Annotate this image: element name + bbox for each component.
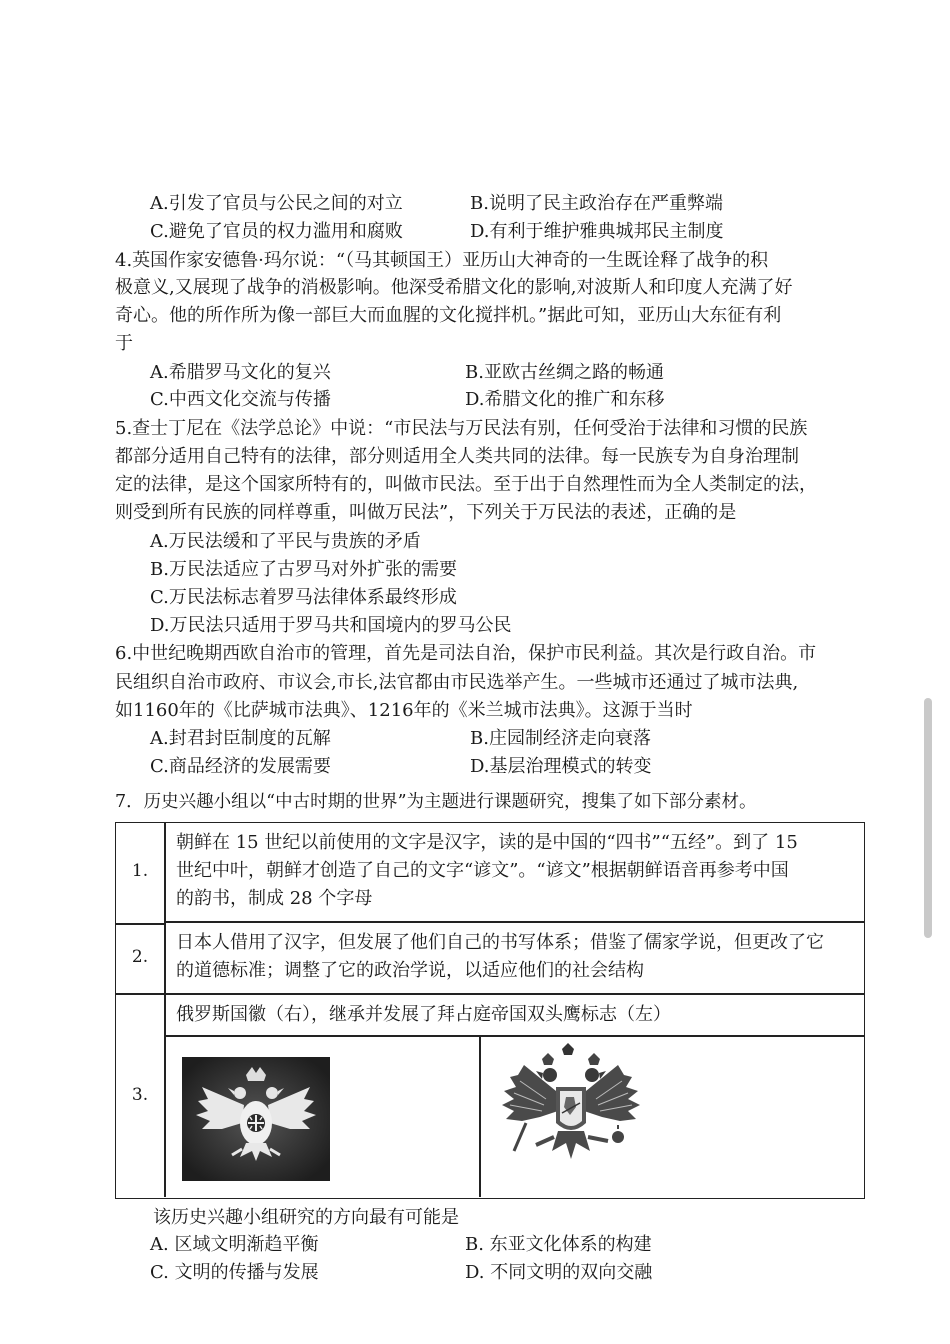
row-2-text-line: 日本人借用了汉字，但发展了他们自己的书写体系；借鉴了儒家学说，但更改了它 (176, 932, 824, 953)
q7-choice-c[interactable]: C. 文明的传播与发展 (150, 1262, 319, 1283)
q4-choice-b[interactable]: B.亚欧古丝绸之路的畅通 (465, 362, 664, 383)
q5-choice-b[interactable]: B.万民法适应了古罗马对外扩张的需要 (150, 559, 457, 580)
q6-stem-line: 民组织自治市政府、市议会,市长,法官都由市民选举产生。一些城市还通过了城市法典, (115, 672, 799, 693)
q5-choice-c[interactable]: C.万民法标志着罗马法律体系最终形成 (150, 587, 457, 608)
q5-stem-line: 定的法律，是这个国家所特有的，叫做市民法。至于出于自然理性而为全人类制定的法， (115, 474, 817, 495)
q6-stem-line: 6.中世纪晚期西欧自治市的管理，首先是司法自治，保护市民利益。其次是行政自治。市 (115, 643, 817, 664)
q6-choice-b[interactable]: B.庄园制经济走向衰落 (470, 728, 651, 749)
q3-choice-c[interactable]: C.避免了官员的权力滥用和腐败 (150, 221, 403, 242)
q6-stem-line: 如1160年的《比萨城市法典》、1216年的《米兰城市法典》。这源于当时 (115, 700, 693, 721)
q5-choice-a[interactable]: A.万民法缓和了平民与贵族的矛盾 (150, 531, 421, 552)
q7-choice-a[interactable]: A. 区域文明渐趋平衡 (150, 1234, 319, 1255)
q4-choice-a[interactable]: A.希腊罗马文化的复兴 (150, 362, 331, 383)
row-number: 1. (131, 861, 149, 881)
q3-choice-a[interactable]: A.引发了官员与公民之间的对立 (150, 193, 403, 214)
q4-stem-line: 极意义,又展现了战争的消极影响。他深受希腊文化的影响,对波斯人和印度人充满了好 (115, 277, 793, 298)
row-1-text-line: 世纪中叶，朝鲜才创造了自己的文字“谚文”。“谚文”根据朝鲜语音再参考中国 (176, 860, 789, 881)
q6-choice-d[interactable]: D.基层治理模式的转变 (470, 756, 652, 777)
q7-choice-b[interactable]: B. 东亚文化体系的构建 (465, 1234, 652, 1255)
row-1-text-line: 朝鲜在 15 世纪以前使用的文字是汉字，读的是中国的“四书”“五经”。到了 15 (176, 832, 798, 853)
q5-stem-line: 则受到所有民族的同样尊重，叫做万民法”，下列关于万民法的表述，正确的是 (115, 502, 737, 523)
q7-materials-table (115, 822, 865, 1199)
row-1-text-line: 的韵书，制成 28 个字母 (176, 888, 373, 909)
q5-stem-line: 都部分适用自己特有的法律，部分则适用全人类共同的法律。每一民族专为自身治理制 (115, 446, 799, 467)
q6-choice-c[interactable]: C.商品经济的发展需要 (150, 756, 331, 777)
q7-stem: 7．历史兴趣小组以“中古时期的世界”为主题进行课题研究，搜集了如下部分素材。 (115, 792, 757, 812)
q3-choice-b[interactable]: B.说明了民主政治存在严重弊端 (470, 193, 723, 214)
q4-stem-line: 奇心。他的所作所为像一部巨大而血腥的文化搅拌机。”据此可知，亚历山大东征有利 (115, 305, 782, 326)
q7-choice-d[interactable]: D. 不同文明的双向交融 (465, 1262, 653, 1283)
q4-stem-line: 于 (115, 333, 133, 354)
row-number: 2. (131, 947, 149, 967)
row-number: 3. (131, 1085, 149, 1105)
q5-choice-d[interactable]: D.万民法只适用于罗马共和国境内的罗马公民 (150, 615, 512, 636)
row-2-text-line: 的道德标准；调整了它的政治学说，以适应他们的社会结构 (176, 960, 644, 981)
q4-choice-c[interactable]: C.中西文化交流与传播 (150, 389, 331, 410)
q3-choice-d[interactable]: D.有利于维护雅典城邦民主制度 (470, 221, 724, 242)
russian-coat-of-arms-icon (496, 1041, 646, 1181)
q5-stem-line: 5.查士丁尼在《法学总论》中说：“市民法与万民法有别，任何受治于法律和习惯的民族 (115, 418, 808, 439)
byzantine-double-headed-eagle-icon (182, 1057, 330, 1181)
q7-question: 该历史兴趣小组研究的方向最有可能是 (153, 1207, 459, 1228)
q4-stem-line: 4.英国作家安德鲁·玛尔说：“（马其顿国王）亚历山大神奇的一生既诠释了战争的积 (115, 250, 769, 271)
q4-choice-d[interactable]: D.希腊文化的推广和东移 (465, 389, 665, 410)
vertical-scrollbar[interactable] (924, 698, 932, 938)
q6-choice-a[interactable]: A.封君封臣制度的瓦解 (150, 728, 331, 749)
row-3-caption: 俄罗斯国徽（右），继承并发展了拜占庭帝国双头鹰标志（左） (176, 1004, 671, 1025)
